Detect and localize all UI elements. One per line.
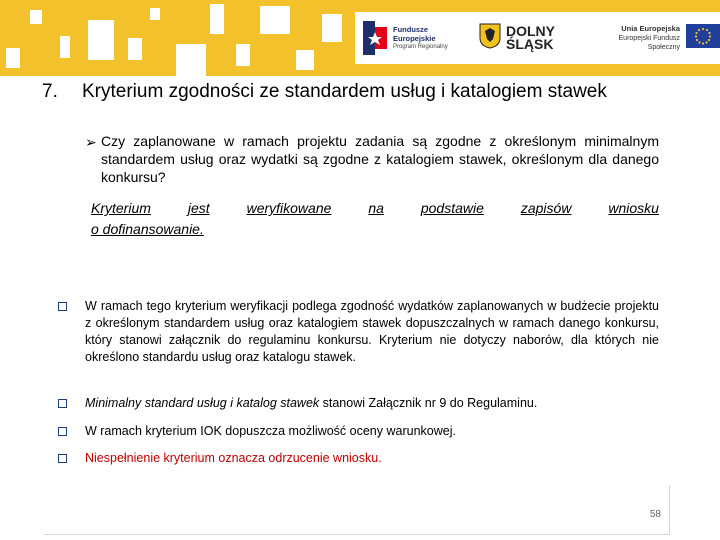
bullet-warning-text: Niespełnienie kryterium oznacza odrzucenie wniosku. [85, 451, 382, 465]
decor-square [296, 50, 314, 70]
decor-square [260, 6, 290, 34]
funds-logo [363, 12, 448, 64]
decor-square [322, 14, 342, 42]
square-bullet-icon [58, 399, 67, 408]
page-number: 58 [649, 509, 661, 520]
criterion-question: Czy zaplanowane w ramach projektu zadania są zgodne z określonym minimalnym standardem usług oraz wydatki są zgodne z katalogiem stawek, określonym dla danego konkursu? [101, 133, 659, 185]
verify-word: Kryterium [91, 200, 151, 216]
bullet-text [85, 395, 685, 412]
eu-line1: Unia Europejska [621, 24, 680, 33]
bullet-italic-text: Minimalny standard usług i katalog stawek [85, 396, 320, 410]
eu-funds-star-icon [363, 21, 389, 55]
funds-line1: Fundusze [393, 24, 428, 34]
bullet-text: W ramach kryterium IOK dopuszcza możliwość oceny warunkowej. [85, 424, 456, 438]
title-number: 7. [42, 81, 58, 102]
region-logo [479, 12, 555, 64]
decor-square [128, 38, 142, 60]
decor-square [6, 48, 20, 68]
title-text: Kryterium zgodności ze standardem usług i katalogiem stawek [82, 81, 607, 102]
square-bullet-icon [58, 454, 67, 463]
verify-line2: o dofinansowanie. [91, 221, 204, 237]
region-line1: DOLNY [506, 23, 555, 39]
verify-word: wniosku [608, 200, 659, 216]
decor-square [176, 44, 206, 76]
funds-line2: Europejskie [393, 33, 436, 43]
decor-square [236, 44, 250, 66]
square-bullet-icon [58, 302, 67, 311]
arrow-bullet-icon: ➢ [85, 134, 97, 150]
eu-logo [593, 12, 720, 64]
decor-square [150, 8, 160, 20]
verify-word: jest [187, 200, 210, 216]
bullet-text: W ramach tego kryterium weryfikacji podlega zgodność wydatków zaplanowanych w budżecie projektu z określonym standardem usług oraz katalogiem stawek dopuszczalnych w ramach danego konkursu, który stanowi załącznik do regulaminu konkursu. Kryterium nie dotyczy naborów, dla których nie określono standardu usług oraz katalogu stawek. [85, 299, 659, 364]
verification-note [91, 198, 659, 240]
eu-flag-icon [686, 24, 720, 53]
square-bullet-icon [58, 427, 67, 436]
bullet-rest-text: stanowi Załącznik nr 9 do Regulaminu. [319, 396, 538, 410]
header-band [0, 0, 720, 76]
funds-line3: Program Regionalny [393, 43, 448, 50]
verify-word: weryfikowane [246, 200, 332, 216]
decor-square [60, 36, 70, 58]
decor-square [210, 4, 224, 34]
page-number-frame [44, 485, 670, 535]
decor-square [30, 10, 42, 24]
region-line2: ŚLĄSK [506, 36, 554, 52]
eagle-crest-icon [479, 23, 501, 54]
verify-word: podstawie [420, 200, 484, 216]
verify-word: na [368, 200, 384, 216]
eu-line2: Europejski Fundusz Społeczny [618, 35, 680, 51]
logo-strip [355, 12, 720, 64]
verify-word: zapisów [520, 200, 572, 216]
decor-square [88, 20, 114, 60]
